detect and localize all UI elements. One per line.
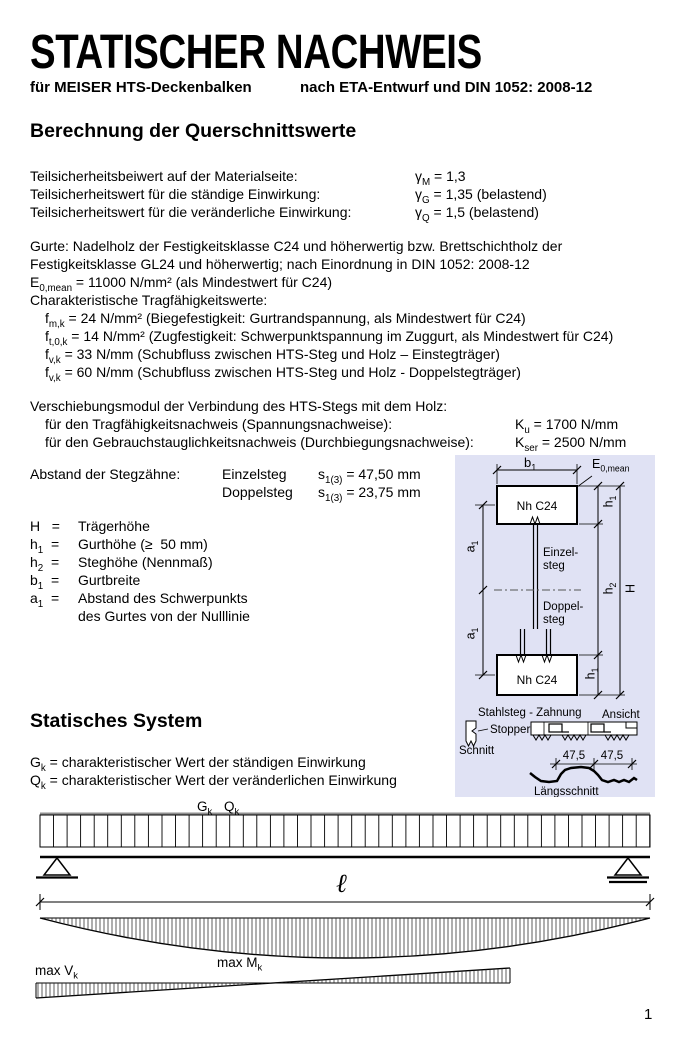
section-heading-statisches-system: Statisches System: [30, 710, 203, 732]
top-flange-label: Nh C24: [516, 499, 558, 513]
char-row: $f_{v,k} = 60$ N/mm (Schubfluss zwischen HTS-Steg und Holz - Doppelstegträger): [45, 364, 521, 384]
hatch-lines: [40, 815, 650, 847]
safety-row-value: $\gamma_M = 1,3$: [415, 168, 466, 188]
doppelsteg-label: steg: [543, 614, 565, 626]
legend-symbol: $b_1$ =: [30, 572, 60, 592]
bottom-flange-label: Nh C24: [516, 673, 558, 687]
versch-row-label: für den Tragfähigkeitsnachweis (Spannungsnachweise):: [45, 416, 393, 432]
cross-section-drawing: [455, 455, 655, 797]
static-system-drawing: [0, 795, 689, 1049]
einzelsteg-label: steg: [543, 560, 565, 572]
doppelsteg-label: Doppel-: [543, 601, 584, 613]
subtitle-right: nach ETA-Entwurf und DIN 1052: 2008-12: [300, 79, 593, 96]
dim-H-label: H: [623, 583, 638, 594]
legend-desc-cont: des Gurtes von der Nulllinie: [78, 608, 250, 624]
dim-47-5-label: 47,5: [600, 750, 624, 762]
abstand-label: Abstand der Stegzähne:: [30, 466, 181, 482]
gurte-line: Festigkeitsklasse GL24 und höherwertig; nach Einordnung in DIN 1052: 2008-12: [30, 256, 530, 272]
load-qk-label: $Q_k$: [224, 799, 240, 818]
dim-47-5-label: 47,5: [562, 750, 586, 762]
e-modulus-line: $E_{0,mean} = 11000$ N/mm² (als Mindestwert für C24): [30, 274, 333, 294]
versch-row-value: $K_u = 1700$ N/mm: [515, 416, 619, 436]
beam-lines: [36, 814, 654, 998]
safety-row-label: Teilsicherheitswert für die veränderliche Einwirkung:: [30, 204, 352, 220]
char-row: $f_{t,0,k} = 14$ N/mm² (Zugfestigkeit: Schwerpunktspannung im Zuggurt, als Mindestwert für C24): [45, 328, 614, 348]
legend-desc: Abstand des Schwerpunkts: [78, 590, 248, 606]
versch-row-value: $K_{ser} = 2500$ N/mm: [515, 434, 627, 454]
max-shear-label: $\max V_k$: [35, 963, 78, 982]
dim-h1-top-label: $h_1$: [601, 495, 618, 508]
hatch-lines: [44, 918, 644, 958]
schnitt-label: Schnitt: [459, 745, 495, 757]
stahlsteg-label: Stahlsteg - Zahnung: [478, 707, 582, 719]
safety-row-value: $\gamma_G = 1,35$ (belastend): [415, 186, 547, 206]
qk-definition: $Q_k$ = charakteristischer Wert der veränderlichen Einwirkung: [30, 772, 397, 792]
legend-symbol: $h_2$ =: [30, 554, 60, 574]
stopper-label: Stopper: [490, 724, 531, 736]
abstand-row-value: $s_{1(3)} = 23,75$ mm: [318, 484, 421, 504]
dim-a1-bottom-label: $a_1$: [463, 627, 480, 640]
page-title: STATISCHER NACHWEIS: [30, 26, 482, 79]
legend-symbol: H =: [30, 518, 60, 534]
abstand-row-value: $s_{1(3)} = 47,50$ mm: [318, 466, 421, 486]
versch-row-label: für den Gebrauchstauglichkeitsnachweis (Durchbiegungsnachweise):: [45, 434, 474, 450]
legend-symbol: $a_1$ =: [30, 590, 60, 610]
safety-row-value: $\gamma_Q = 1,5$ (belastend): [415, 204, 539, 224]
char-row: $f_{m,k} = 24$ N/mm² (Biegefestigkeit: Gurtrandspannung, als Mindestwert für C24): [45, 310, 526, 330]
dim-h2-label: $h_2$: [601, 582, 618, 595]
span-length-label: ℓ: [336, 869, 347, 899]
cross-section-panel: [455, 455, 655, 797]
char-heading: Charakteristische Tragfähigkeitswerte:: [30, 292, 268, 308]
legend-symbol: $h_1$ =: [30, 536, 60, 556]
dim-h1-bottom-label: $h_1$: [583, 667, 600, 680]
load-gk-label: $G_k$: [197, 799, 213, 818]
legend-desc: Steghöhe (Nennmaß): [78, 554, 213, 570]
versch-heading: Verschiebungsmodul der Verbindung des HTS-Stegs mit dem Holz:: [30, 398, 448, 414]
legend-desc: Gurtbreite: [78, 572, 141, 588]
char-row: $f_{v,k} = 33$ N/mm (Schubfluss zwischen HTS-Steg und Holz – Einstegträger): [45, 346, 500, 366]
page-number: 1: [644, 1006, 653, 1023]
einzelsteg-label: Einzel-: [543, 547, 579, 559]
legend-desc: Gurthöhe (≥ 50 mm): [78, 536, 208, 552]
legend-desc: Trägerhöhe: [78, 518, 150, 534]
safety-row-label: Teilsicherheitswert für die ständige Einwirkung:: [30, 186, 321, 202]
abstand-row-name: Doppelsteg: [222, 484, 293, 500]
gurte-line: Gurte: Nadelholz der Festigkeitsklasse C24 und höherwertig bzw. Brettschichtholz der: [30, 238, 563, 254]
gk-definition: $G_k$ = charakteristischer Wert der ständigen Einwirkung: [30, 754, 366, 774]
dim-b1-label: $b_1$: [524, 455, 537, 473]
section-heading-querschnittswerte: Berechnung der Querschnittswerte: [30, 120, 357, 142]
safety-row-label: Teilsicherheitsbeiwert auf der Materialseite:: [30, 168, 298, 184]
max-moment-label: $\max M_k$: [217, 955, 263, 974]
laengsschnitt-label: Längsschnitt: [534, 786, 599, 797]
ansicht-label: Ansicht: [602, 709, 640, 721]
abstand-row-name: Einzelsteg: [222, 466, 287, 482]
dim-a1-top-label: $a_1$: [463, 540, 480, 553]
subtitle-left: für MEISER HTS-Deckenbalken: [30, 79, 252, 96]
e0mean-label: $E_{0,mean}$: [592, 457, 630, 474]
